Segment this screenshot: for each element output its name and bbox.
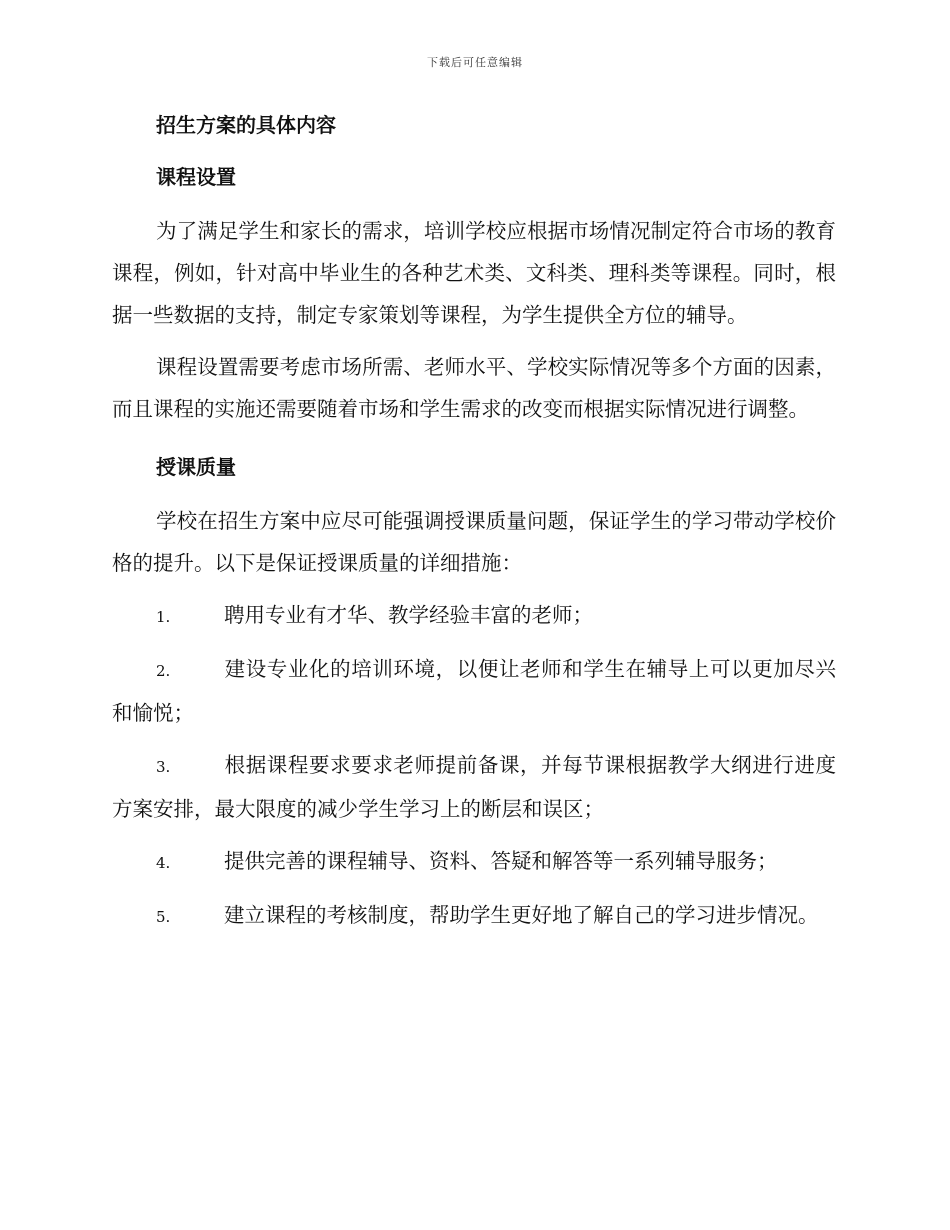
list-number: 3.	[156, 758, 171, 776]
list-number: 1.	[156, 608, 171, 626]
course-heading: 课程设置	[156, 165, 236, 189]
list-item	[112, 840, 836, 884]
list-item	[112, 744, 836, 830]
course-paragraph-1: 为了满足学生和家长的需求，培训学校应根据市场情况制定符合市场的教育课程，例如，针对高中毕业生的各种艺术类、文科类、理科类等课程。同时，根据一些数据的支持，制定专家策划等课程，为学生提供全方位的辅导。	[112, 219, 836, 327]
list-text: 根据课程要求要求老师提前备课，并每节课根据教学大纲进行进度方案安排，最大限度的减少学生学习上的断层和误区；	[112, 753, 836, 821]
list-text: 建设专业化的培训环境，以便让老师和学生在辅导上可以更加尽兴和愉悦；	[112, 657, 836, 725]
course-paragraph-2: 课程设置需要考虑市场所需、老师水平、学校实际情况等多个方面的因素，而且课程的实施还需要随着市场和学生需求的改变而根据实际情况进行调整。	[112, 355, 836, 421]
header-note: 下载后可任意编辑	[427, 56, 523, 69]
list-text: 提供完善的课程辅导、资料、答疑和解答等一系列辅导服务；	[224, 849, 778, 873]
list-item	[112, 594, 836, 638]
list-text: 建立课程的考核制度，帮助学生更好地了解自己的学习进步情况。	[224, 903, 819, 927]
list-number: 4.	[156, 854, 171, 872]
document-body	[112, 110, 836, 948]
list-text: 聘用专业有才华、教学经验丰富的老师；	[224, 603, 593, 627]
list-number: 5.	[156, 908, 171, 926]
section-title: 招生方案的具体内容	[156, 113, 336, 137]
list-number: 2.	[156, 662, 171, 680]
list-item	[112, 894, 836, 938]
list-item	[112, 648, 836, 734]
quality-intro: 学校在招生方案中应尽可能强调授课质量问题，保证学生的学习带动学校价格的提升。以下是保证授课质量的详细措施：	[112, 509, 836, 575]
quality-heading: 授课质量	[156, 455, 236, 479]
